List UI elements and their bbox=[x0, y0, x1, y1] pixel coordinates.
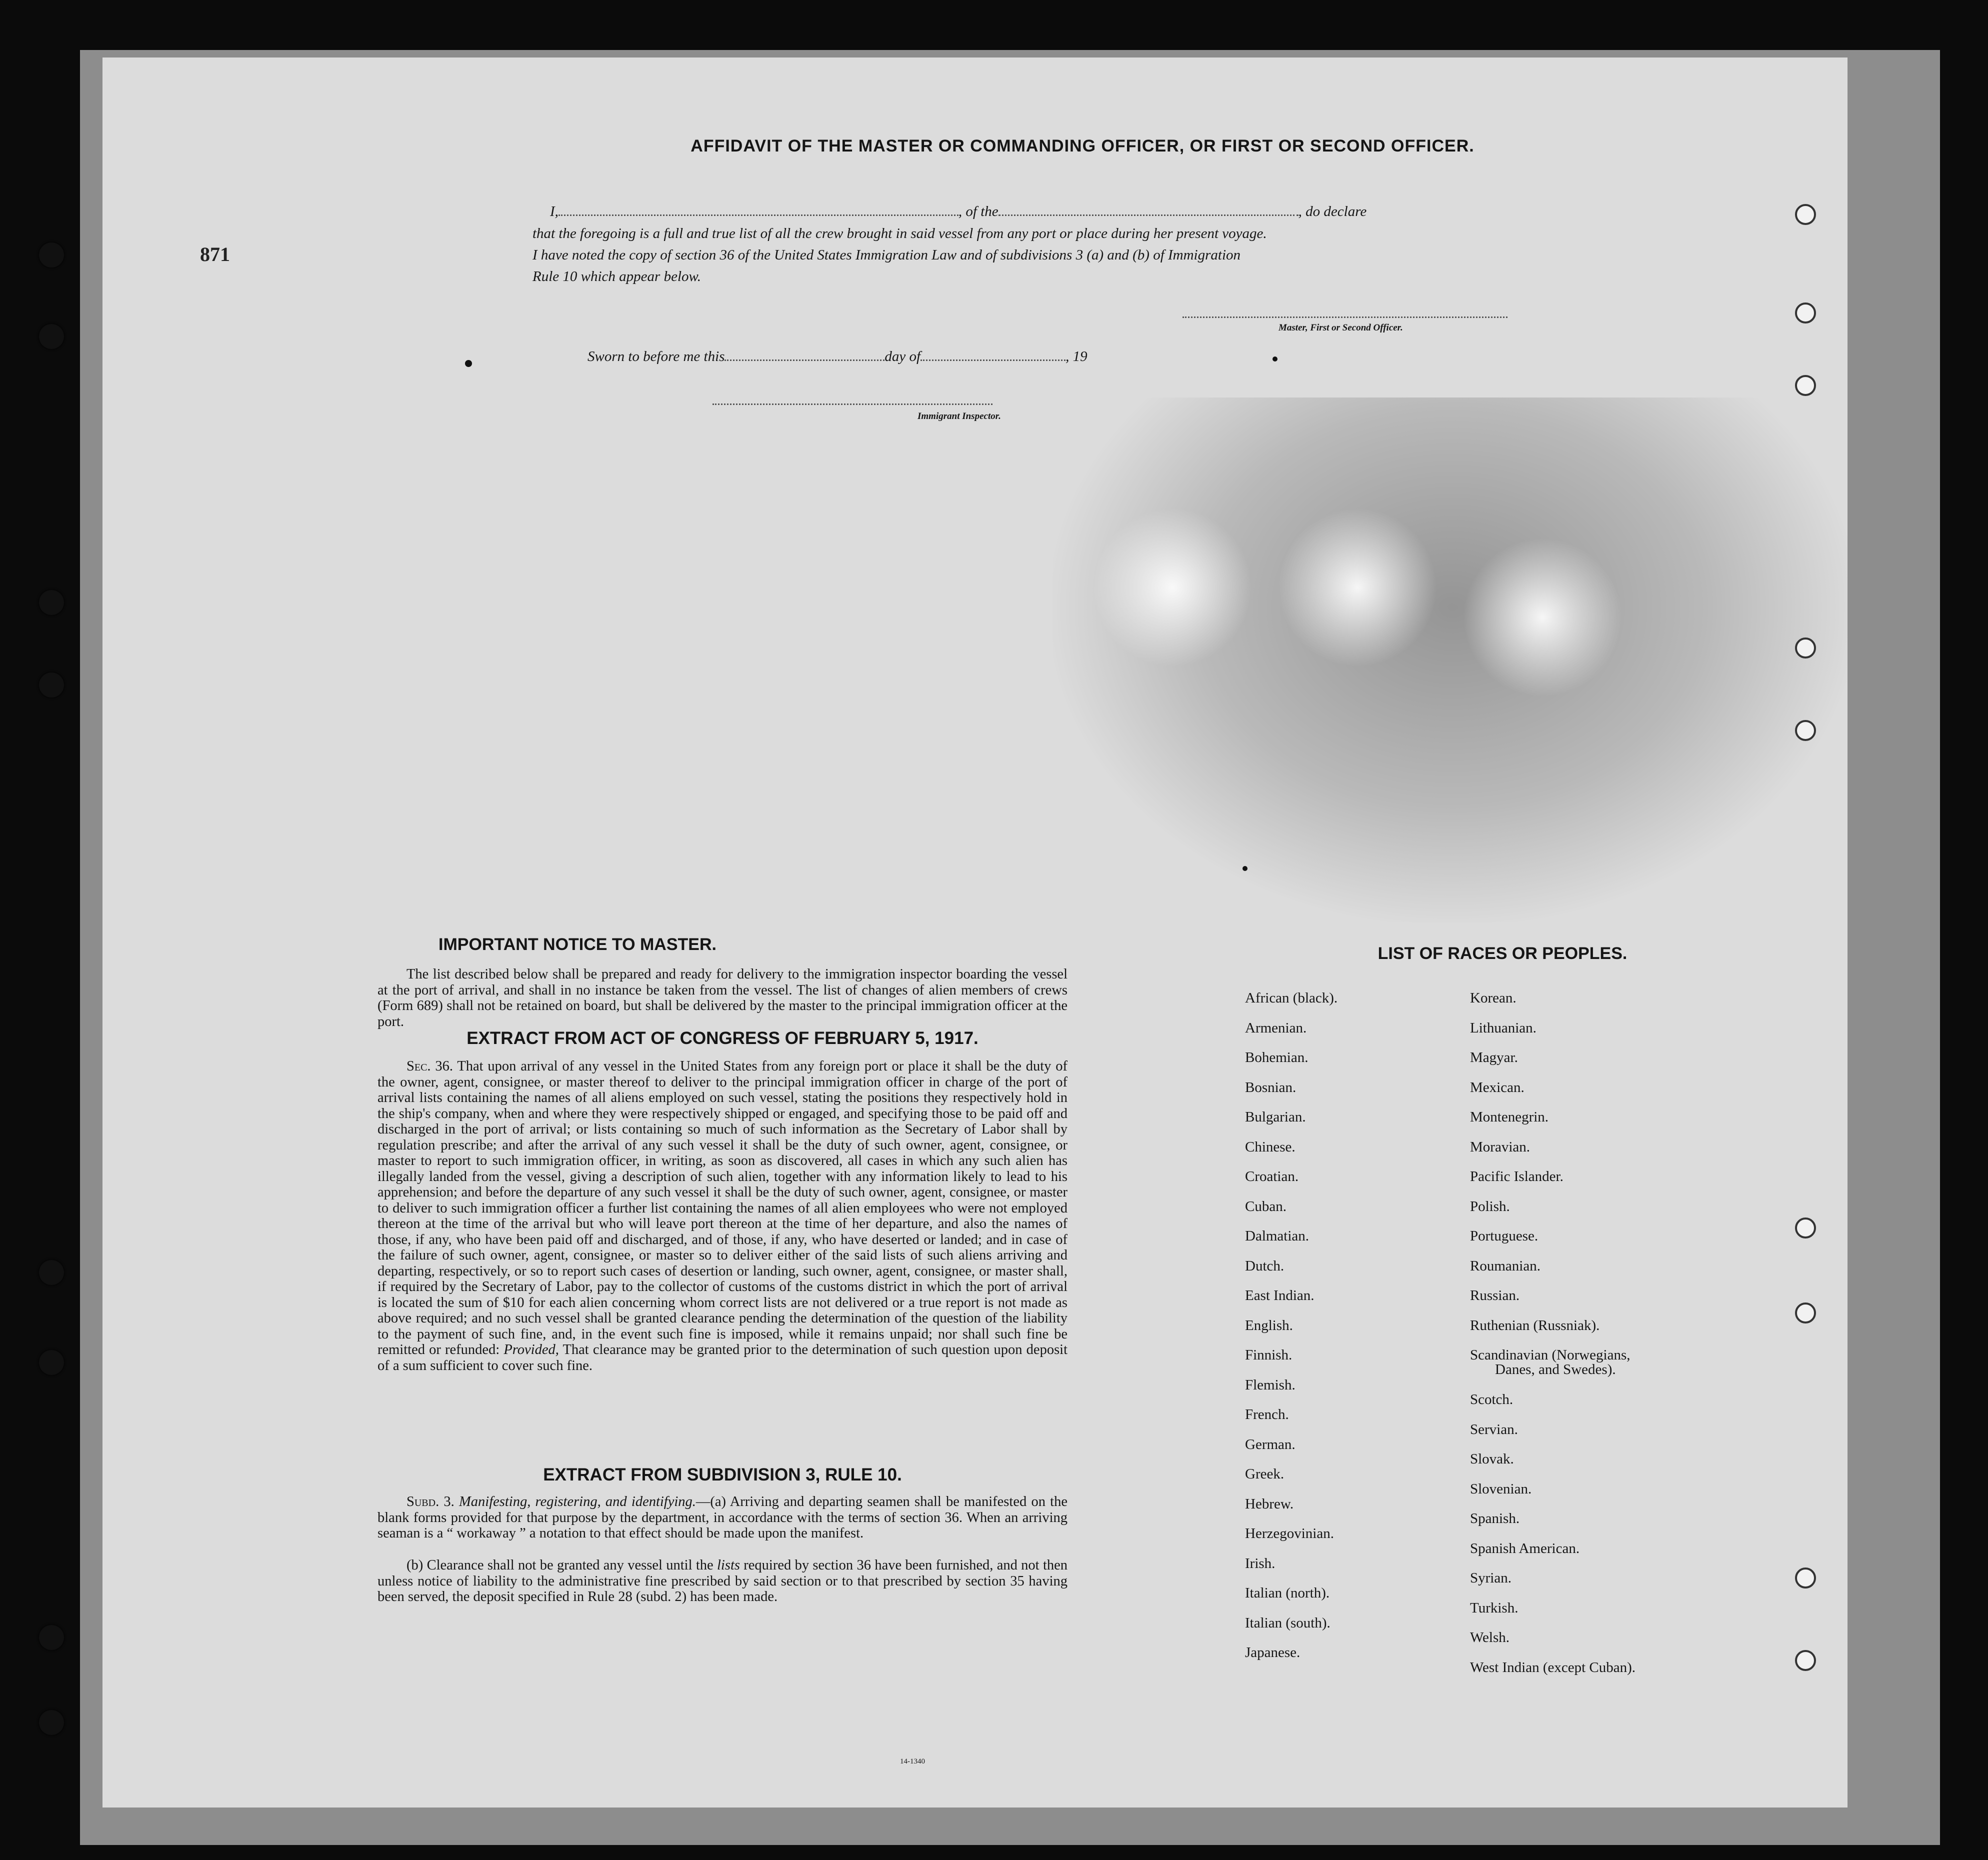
sworn-year-label: , 19 bbox=[1066, 348, 1088, 364]
inspector-signature-line bbox=[712, 402, 992, 405]
master-name-field bbox=[558, 204, 958, 216]
race-item: Russian. bbox=[1470, 1288, 1520, 1304]
race-item: Hebrew. bbox=[1245, 1496, 1294, 1512]
race-item: English. bbox=[1245, 1317, 1293, 1334]
race-item: Polish. bbox=[1470, 1198, 1510, 1214]
punch-hole bbox=[1795, 204, 1816, 225]
binder-hole bbox=[39, 1710, 64, 1735]
sec-36-text: That upon arrival of any vessel in the United States from any foreign port or place it shall be the duty of the owner, agent, consignee, or master thereof to deliver to the principal immigration officer in charge of the port of arrival lists containing the names of all aliens employed on such vessel, stating the positions they respectively hold in the ship's company, when and where they were respectively shipped or engaged, and specifying those to be paid off and discharged in the port of arrival; or lists containing so much of such information as the Secretary of Labor shall by regulation prescribe; and after the arrival of any such vessel it shall be the duty of such owner, agent, consignee, or master to report to such immigration officer, in writing, as soon as discovered, all cases in which any such alien has illegally landed from the vessel, giving a description of such alien, together with any information likely to lead to his apprehension; and before the departure of any such vessel it shall be the duty of such owner, agent, consignee, or master to deliver to such immigration officer a further list containing the names of all alien employees who were not employed thereon at the time of the arrival but who will leave port thereon at the time of her departure, and also the names of those, if any, who have been paid off and discharged, and of those, if any, who have deserted or landed; and in case of the failure of such owner, agent, consignee, or master so to deliver either of the said lists of such aliens arriving and departing, respectively, or so to report such cases of desertion or landing, such owner, agent, consignee, or master shall, if required by the Secretary of Labor, pay to the collector of customs of the customs district in which the port of arrival is located the sum of $10 for each alien concerning whom correct lists are not delivered or a true report is not made as above required; and no such vessel shall be granted clearance pending the determination of the question of the liability to the payment of such fine, and, in the event such fine is imposed, while it remains unpaid; nor shall such fine be remitted or refunded: bbox=[378, 1058, 1068, 1358]
race-item: Dutch. bbox=[1245, 1258, 1284, 1274]
race-item: Finnish. bbox=[1245, 1347, 1292, 1363]
race-item: Greek. bbox=[1245, 1466, 1284, 1482]
race-item: Moravian. bbox=[1470, 1138, 1530, 1155]
extract-rule-body-b bbox=[378, 1558, 1068, 1605]
affidavit-line-3: I have noted the copy of section 36 of the United States Immigration Law and of subdivisions 3 (a) and (b) of Immigration bbox=[532, 247, 1241, 263]
affidavit-title: AFFIDAVIT OF THE MASTER OR COMMANDING OFFICER, OR FIRST OR SECOND OFFICER. bbox=[690, 136, 1474, 156]
race-item: Syrian. bbox=[1470, 1570, 1512, 1586]
race-item: Japanese. bbox=[1245, 1644, 1300, 1660]
subd-3-a-text: —(a) Arriving and departing seamen shall be manifested on the blank forms provided for that purpose by the department, in accordance with the terms of section 36. When an arriving seaman is a “ workaway ” a notation to that effect should be made upon the manifest. bbox=[378, 1494, 1068, 1541]
race-item: Turkish. bbox=[1470, 1600, 1518, 1616]
speck bbox=[465, 360, 472, 367]
extract-rule-body-a bbox=[378, 1494, 1068, 1542]
extract-act-title: EXTRACT FROM ACT OF CONGRESS OF FEBRUARY 5, 1917. bbox=[466, 1028, 978, 1048]
subd-3-b-start: (b) Clearance shall not be granted any vessel until the bbox=[406, 1558, 714, 1573]
extract-rule-title: EXTRACT FROM SUBDIVISION 3, RULE 10. bbox=[543, 1465, 902, 1484]
race-item: Chinese. bbox=[1245, 1138, 1296, 1155]
race-item: Irish. bbox=[1245, 1555, 1276, 1572]
sworn-month-field bbox=[920, 348, 1066, 361]
sec-36-label: Sec. 36. bbox=[406, 1058, 453, 1074]
race-item: Scandinavian (Norwegians, bbox=[1470, 1347, 1630, 1363]
race-item: Spanish. bbox=[1470, 1510, 1520, 1526]
sec-36-text-end: That clearance may be granted prior to the determination of such question upon deposit of a sum sufficient to cover such fine. bbox=[378, 1342, 1068, 1374]
races-right-column bbox=[1470, 984, 1720, 1682]
races-title: LIST OF RACES OR PEOPLES. bbox=[1378, 944, 1628, 963]
subd-3-heading: Manifesting, registering, and identifying. bbox=[459, 1494, 696, 1510]
affidavit-line-2: that the foregoing is a full and true list of all the crew brought in said vessel from any port or place during her present voyage. bbox=[532, 226, 1267, 242]
master-caption: Master, First or Second Officer. bbox=[1278, 322, 1403, 333]
water-stain-light bbox=[1092, 508, 1252, 668]
race-item: Mexican. bbox=[1470, 1079, 1524, 1096]
affidavit-line-4: Rule 10 which appear below. bbox=[532, 268, 701, 284]
sworn-day-field bbox=[724, 348, 884, 361]
race-item: Flemish. bbox=[1245, 1376, 1296, 1393]
water-stain-light bbox=[1462, 538, 1622, 698]
stamp-mark: 871 bbox=[200, 243, 230, 266]
binder-hole bbox=[39, 1350, 64, 1375]
notice-title: IMPORTANT NOTICE TO MASTER. bbox=[438, 935, 716, 954]
binder-hole bbox=[39, 1260, 64, 1285]
provided-word: Provided, bbox=[504, 1342, 559, 1358]
race-item: Dalmatian. bbox=[1245, 1228, 1310, 1244]
race-item: Ruthenian (Russniak). bbox=[1470, 1317, 1600, 1334]
punch-hole bbox=[1795, 720, 1816, 741]
punch-hole bbox=[1795, 302, 1816, 324]
race-item: Servian. bbox=[1470, 1421, 1518, 1438]
vessel-name-field bbox=[998, 204, 1298, 216]
punch-hole bbox=[1795, 375, 1816, 396]
water-stain-light bbox=[1278, 508, 1438, 668]
binder-hole bbox=[39, 590, 64, 615]
race-item: African (black). bbox=[1245, 990, 1338, 1006]
affidavit-i-label: I, bbox=[550, 204, 558, 220]
race-item: Korean. bbox=[1470, 990, 1516, 1006]
race-item: Italian (north). bbox=[1245, 1585, 1330, 1601]
binder-hole bbox=[39, 1625, 64, 1650]
race-item: Croatian. bbox=[1245, 1168, 1299, 1184]
race-item: Italian (south). bbox=[1245, 1614, 1330, 1631]
sworn-line bbox=[588, 348, 1088, 365]
race-item: Danes, and Swedes). bbox=[1495, 1362, 1616, 1378]
race-item: Bulgarian. bbox=[1245, 1109, 1306, 1125]
affidavit-line-1 bbox=[550, 204, 1366, 220]
race-item: Pacific Islander. bbox=[1470, 1168, 1564, 1184]
sworn-day-label: day of bbox=[884, 348, 921, 364]
master-signature-line bbox=[1182, 316, 1508, 318]
affidavit-declare-label: , do declare bbox=[1298, 204, 1367, 220]
race-item: East Indian. bbox=[1245, 1288, 1314, 1304]
speck bbox=[1242, 866, 1248, 871]
binder-hole bbox=[39, 324, 64, 349]
race-item: German. bbox=[1245, 1436, 1296, 1452]
binder-hole bbox=[39, 672, 64, 698]
races-left-column bbox=[1245, 984, 1495, 1668]
race-item: Cuban. bbox=[1245, 1198, 1286, 1214]
subd-3-b-lists: lists bbox=[717, 1558, 740, 1573]
race-item: Slovak. bbox=[1470, 1451, 1514, 1467]
race-item: Bohemian. bbox=[1245, 1050, 1308, 1066]
race-item: Montenegrin. bbox=[1470, 1109, 1549, 1125]
race-item: Armenian. bbox=[1245, 1020, 1307, 1036]
race-item: Herzegovinian. bbox=[1245, 1526, 1334, 1542]
sworn-prefix: Sworn to before me this bbox=[588, 348, 725, 364]
race-item: Roumanian. bbox=[1470, 1258, 1540, 1274]
race-item: Welsh. bbox=[1470, 1630, 1510, 1646]
race-item: Bosnian. bbox=[1245, 1079, 1296, 1096]
punch-hole bbox=[1795, 1650, 1816, 1671]
race-item: Lithuanian. bbox=[1470, 1020, 1536, 1036]
binder-hole bbox=[39, 242, 64, 268]
form-number: 14-1340 bbox=[900, 1758, 925, 1766]
subd-3-label: Subd. 3. bbox=[406, 1494, 454, 1510]
manifest-page bbox=[102, 58, 1848, 1808]
race-item: Spanish American. bbox=[1470, 1540, 1580, 1556]
affidavit-of-the-label: , of the bbox=[958, 204, 998, 220]
extract-act-body bbox=[378, 1058, 1068, 1374]
subd-3-b-end: required by section 36 have been furnished, and not then unless notice of liability to the administrative fine prescribed by said section or to that prescribed by section 35 having been served, the deposit specified in Rule 28 (subd. 2) has been made. bbox=[378, 1558, 1068, 1604]
punch-hole bbox=[1795, 1218, 1816, 1238]
notice-body: The list described below shall be prepared and ready for delivery to the immigration inspector boarding the vessel at the port of arrival, and shall in no instance be taken from the vessel. The list of changes of alien members of crews (Form 689) shall not be retained on board, but shall be delivered by the master to the principal immigration officer at the port. bbox=[378, 966, 1068, 1030]
race-item: Slovenian. bbox=[1470, 1480, 1532, 1497]
race-item: Scotch. bbox=[1470, 1392, 1514, 1408]
race-item: Magyar. bbox=[1470, 1050, 1518, 1066]
punch-hole bbox=[1795, 638, 1816, 658]
race-item: Portuguese. bbox=[1470, 1228, 1538, 1244]
punch-hole bbox=[1795, 1302, 1816, 1324]
punch-hole bbox=[1795, 1568, 1816, 1588]
race-item: French. bbox=[1245, 1406, 1289, 1422]
inspector-caption: Immigrant Inspector. bbox=[918, 411, 1001, 422]
race-item: West Indian (except Cuban). bbox=[1470, 1659, 1636, 1676]
speck bbox=[1272, 356, 1278, 362]
